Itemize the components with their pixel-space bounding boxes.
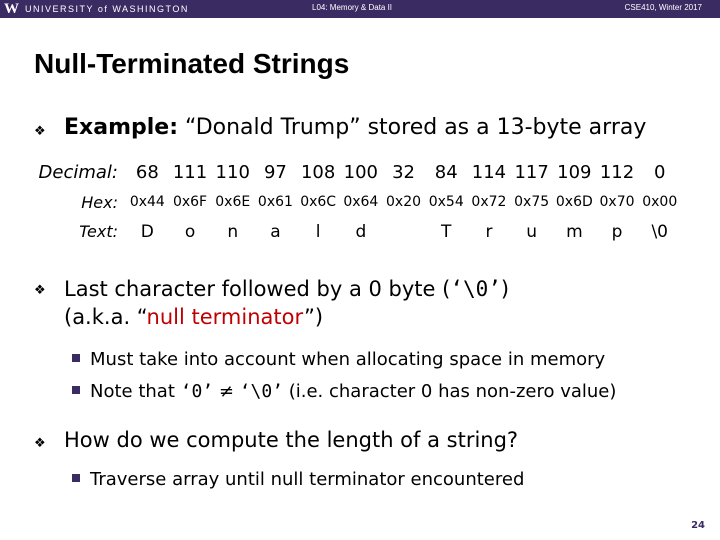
lecture-title: L04: Memory & Data II: [312, 3, 393, 12]
bullet-diamond-icon: ❖: [34, 436, 46, 451]
hex-cell: 0x72: [471, 194, 507, 210]
hex-cell: 0x61: [257, 194, 293, 210]
decimal-cell: 117: [514, 162, 549, 183]
text-cell: \0: [651, 222, 668, 242]
example-label: Example:: [64, 115, 178, 140]
sub2-code-null: ‘\0’: [239, 381, 284, 402]
bullet-diamond-icon: ❖: [34, 283, 46, 298]
bullet2-pre: Last character followed by a 0 byte (: [64, 277, 451, 301]
sub-bullet-note: [72, 381, 616, 402]
hex-label: Hex:: [81, 193, 118, 212]
text-cell: p: [611, 222, 623, 242]
text-cell: o: [184, 222, 196, 242]
decimal-cell: 32: [392, 162, 415, 183]
decimal-cell: 100: [343, 162, 379, 183]
text-cell: n: [227, 222, 239, 242]
decimal-cell: 111: [172, 162, 208, 183]
text-cell: D: [140, 222, 154, 242]
course-name: CSE410, Winter 2017: [624, 3, 702, 12]
bullet2-line2-post: ”): [303, 305, 324, 329]
bullet-diamond-icon: ❖: [34, 124, 46, 139]
hex-cell: 0x75: [514, 194, 550, 210]
hex-cell: 0x20: [386, 194, 422, 210]
example-text: “Donald Trump” stored as a 13-byte array: [178, 115, 647, 140]
not-equal-sign: ≠: [213, 381, 240, 402]
sub-bullet-traverse: [72, 469, 524, 490]
slide-title: Null-Terminated Strings: [34, 48, 350, 79]
university-name: UNIVERSITY of WASHINGTON: [25, 4, 189, 14]
text-cell: m: [566, 222, 583, 242]
page-number: 24: [691, 520, 705, 531]
square-bullet-icon: [72, 386, 80, 394]
null-terminator-term: null terminator: [146, 305, 304, 329]
header-bar: [0, 0, 720, 18]
hex-cell: 0x6E: [215, 194, 251, 210]
length-question: How do we compute the length of a string?: [64, 428, 519, 452]
decimal-cell: 97: [263, 162, 287, 183]
university-logo: [4, 2, 189, 16]
w-logo-icon: W: [4, 1, 19, 17]
hex-cell: 0x64: [343, 194, 379, 210]
sub2-pre: Note that: [90, 381, 181, 402]
decimal-label: Decimal:: [38, 162, 118, 183]
bullet2-post: ): [500, 277, 510, 301]
decimal-cell: 0: [654, 162, 666, 183]
text-cell: d: [355, 222, 367, 242]
decimal-cell: 112: [599, 162, 635, 183]
decimal-cell: 108: [300, 162, 336, 183]
decimal-cell: 114: [471, 162, 507, 183]
sub2-code-zero: ‘0’: [180, 381, 214, 402]
null-byte-bullet: [64, 275, 509, 331]
sub1-text: Must take into account when allocating space in memory: [90, 349, 606, 370]
decimal-cell: 84: [434, 162, 458, 183]
hex-cell: 0x6D: [555, 194, 593, 210]
text-cell: T: [441, 222, 452, 242]
hex-cell: 0x6F: [172, 194, 208, 210]
hex-cell: 0x00: [642, 194, 678, 210]
square-bullet-icon: [72, 474, 80, 482]
decimal-cell: 68: [135, 162, 159, 183]
hex-cell: 0x70: [599, 194, 635, 210]
text-cell: u: [526, 222, 538, 242]
text-cell: r: [485, 222, 493, 242]
text-label: Text:: [79, 222, 118, 241]
hex-cell: 0x6C: [300, 194, 337, 210]
sub3-text: Traverse array until null terminator encountered: [90, 469, 525, 490]
text-cell: a: [270, 222, 281, 242]
sub2-post: (i.e. character 0 has non-zero value): [283, 381, 617, 402]
bullet2-line2-pre: (a.k.a. “: [64, 305, 147, 329]
decimal-cell: 109: [557, 162, 592, 183]
example-line: [64, 115, 646, 140]
bullet2-code: ‘\0’: [450, 277, 501, 301]
hex-cell: 0x44: [129, 194, 165, 210]
square-bullet-icon: [72, 354, 80, 362]
decimal-cell: 110: [215, 162, 250, 183]
text-cell: l: [315, 222, 321, 242]
hex-cell: 0x54: [428, 194, 464, 210]
sub-bullet-allocation: [72, 349, 605, 370]
